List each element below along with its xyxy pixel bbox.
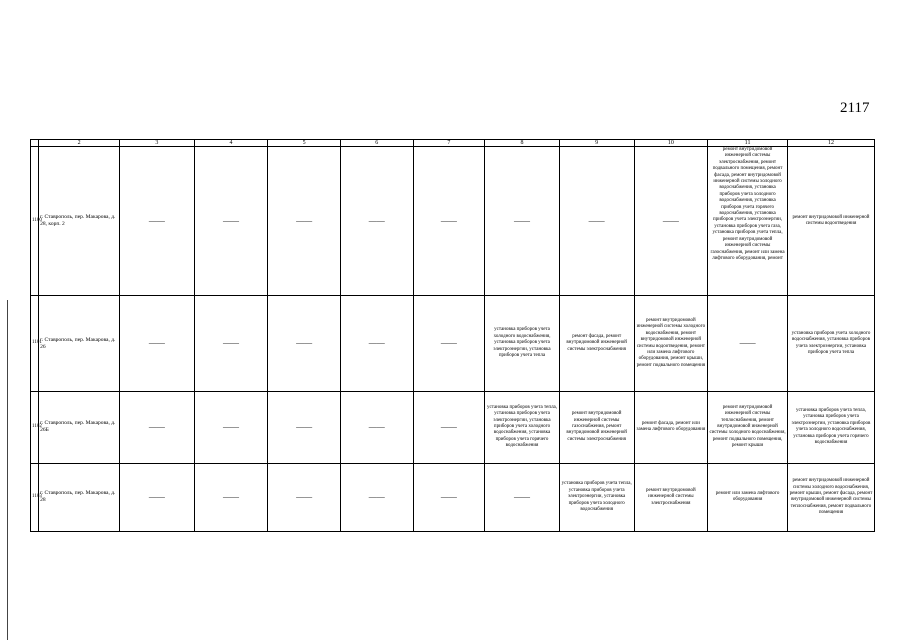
header-cell: 8 (485, 140, 560, 147)
cell-col11: ремонт или замена лифтового оборудования (708, 463, 788, 531)
header-cell: 10 (634, 140, 708, 147)
cell-col10: ремонт фасада, ремонт или замена лифтового оборудования (634, 391, 708, 463)
cell-col8: установка приборов учета холодного водоснабжения, установка приборов учета электроэнергии, установка приборов учета тепла (485, 296, 560, 391)
cell-col9: ремонт фасада, ремонт внутридомовой инженерной системы электроснабжения (559, 296, 634, 391)
cell-col4: —— (194, 463, 268, 531)
address-cell: г. Ставрополь, пер. Макарова, д. 26 (39, 296, 120, 391)
cell-col6: —— (340, 147, 413, 296)
header-cell: 4 (194, 140, 268, 147)
cell-col6: —— (340, 463, 413, 531)
address-cell: г. Ставрополь, пер. Макарова, д. 28 (39, 463, 120, 531)
table-row (31, 463, 875, 531)
cell-col8: —— (485, 463, 560, 531)
header-cell: 9 (559, 140, 634, 147)
cell-col8: —— (485, 147, 560, 296)
cell-col12: установка приборов учета холодного водоснабжения, установка приборов учета электроэнергии, установка приборов учета тепла (787, 296, 874, 391)
row-number: 1102 (31, 391, 39, 463)
header-cell: 12 (787, 140, 874, 147)
cell-col4: —— (194, 391, 268, 463)
header-cell (31, 140, 39, 147)
row-number: 1103 (31, 463, 39, 531)
cell-col5: —— (268, 391, 341, 463)
page-number: 2117 (840, 100, 870, 116)
header-cell: 2 (39, 140, 120, 147)
cell-col12: установка приборов учета тепла, установка приборов учета электроэнергии, установка приборов учета холодного водоснабжения, установка приборов учета горячего водоснабжения (787, 391, 874, 463)
document-table (30, 139, 875, 532)
header-row (31, 140, 875, 147)
cell-col8: установка приборов учета тепла, установка приборов учета электроэнергии, установка приборов учета холодного водоснабжения, установка приборов учета горячего водоснабжения (485, 391, 560, 463)
row-number: 1101 (31, 296, 39, 391)
cell-col11: —— (708, 296, 788, 391)
cell-col4: —— (194, 147, 268, 296)
table-row (31, 296, 875, 391)
cell-col4: —— (194, 296, 268, 391)
cell-col12: ремонт внутридомовой инженерной системы водоотведения (787, 147, 874, 296)
cell-col7: —— (413, 463, 485, 531)
header-cell: 11 (708, 140, 788, 147)
cell-col3: —— (119, 296, 194, 391)
cell-col11: ремонт внутридомовой инженерной системы электроснабжения, ремонт подвального помещения, ремонт фасада, ремонт внутридомовой инженерной системы холодного водоснабжения, установка приборов учета холодного водоснабжения, установка приборов учета горячего водоснабжения, установка приборов учета электроэнергии, установка приборов учета газа, установка приборов учета тепла, ремонт внутридомовой инженерной системы газоснабжения, ремонт или замена лифтового оборудования, ремонт (708, 147, 788, 296)
cell-col3: —— (119, 463, 194, 531)
margin-line (7, 300, 8, 640)
cell-col5: —— (268, 147, 341, 296)
cell-col9: ремонт внутридомовой инженерной системы газоснабжения, ремонт внутридомовой инженерной системы электроснабжения (559, 391, 634, 463)
row-number: 1100 (31, 147, 39, 296)
cell-col10: ремонт внутридомовой инженерной системы электроснабжения (634, 463, 708, 531)
cell-col7: —— (413, 296, 485, 391)
cell-col11: ремонт внутридомовой инженерной системы теплоснабжения, ремонт внутридомовой инженерной системы холодного водоснабжения, ремонт подвального помещения, ремонт крыши (708, 391, 788, 463)
cell-col5: —— (268, 296, 341, 391)
address-cell: г. Ставрополь, пер. Макарова, д. 26Б (39, 391, 120, 463)
cell-col12: ремонт внутридомовой инженерной системы холодного водоснабжения, ремонт крыши, ремонт фасада, ремонт внутридомовой инженерной системы теплоснабжения, ремонт подвального помещения (787, 463, 874, 531)
cell-col7: —— (413, 391, 485, 463)
table-row (31, 391, 875, 463)
cell-col3: —— (119, 147, 194, 296)
table-row (31, 147, 875, 296)
cell-col3: —— (119, 391, 194, 463)
header-cell: 7 (413, 140, 485, 147)
cell-col9: установка приборов учета тепла, установка приборов учета электроэнергии, установка приборов учета холодного водоснабжения (559, 463, 634, 531)
cell-col10: —— (634, 147, 708, 296)
header-cell: 5 (268, 140, 341, 147)
header-cell: 3 (119, 140, 194, 147)
cell-col9: —— (559, 147, 634, 296)
cell-col10: ремонт внутридомовой инженерной системы холодного водоснабжения, ремонт внутридомовой инженерной системы водоотведения, ремонт или замена лифтового оборудования, ремонт крыши, ремонт подвального помещения (634, 296, 708, 391)
cell-col7: —— (413, 147, 485, 296)
address-cell: г. Ставрополь, пер. Макарова, д. 28, корп. 2 (39, 147, 120, 296)
cell-col6: —— (340, 296, 413, 391)
header-cell: 6 (340, 140, 413, 147)
cell-col5: —— (268, 463, 341, 531)
cell-col6: —— (340, 391, 413, 463)
